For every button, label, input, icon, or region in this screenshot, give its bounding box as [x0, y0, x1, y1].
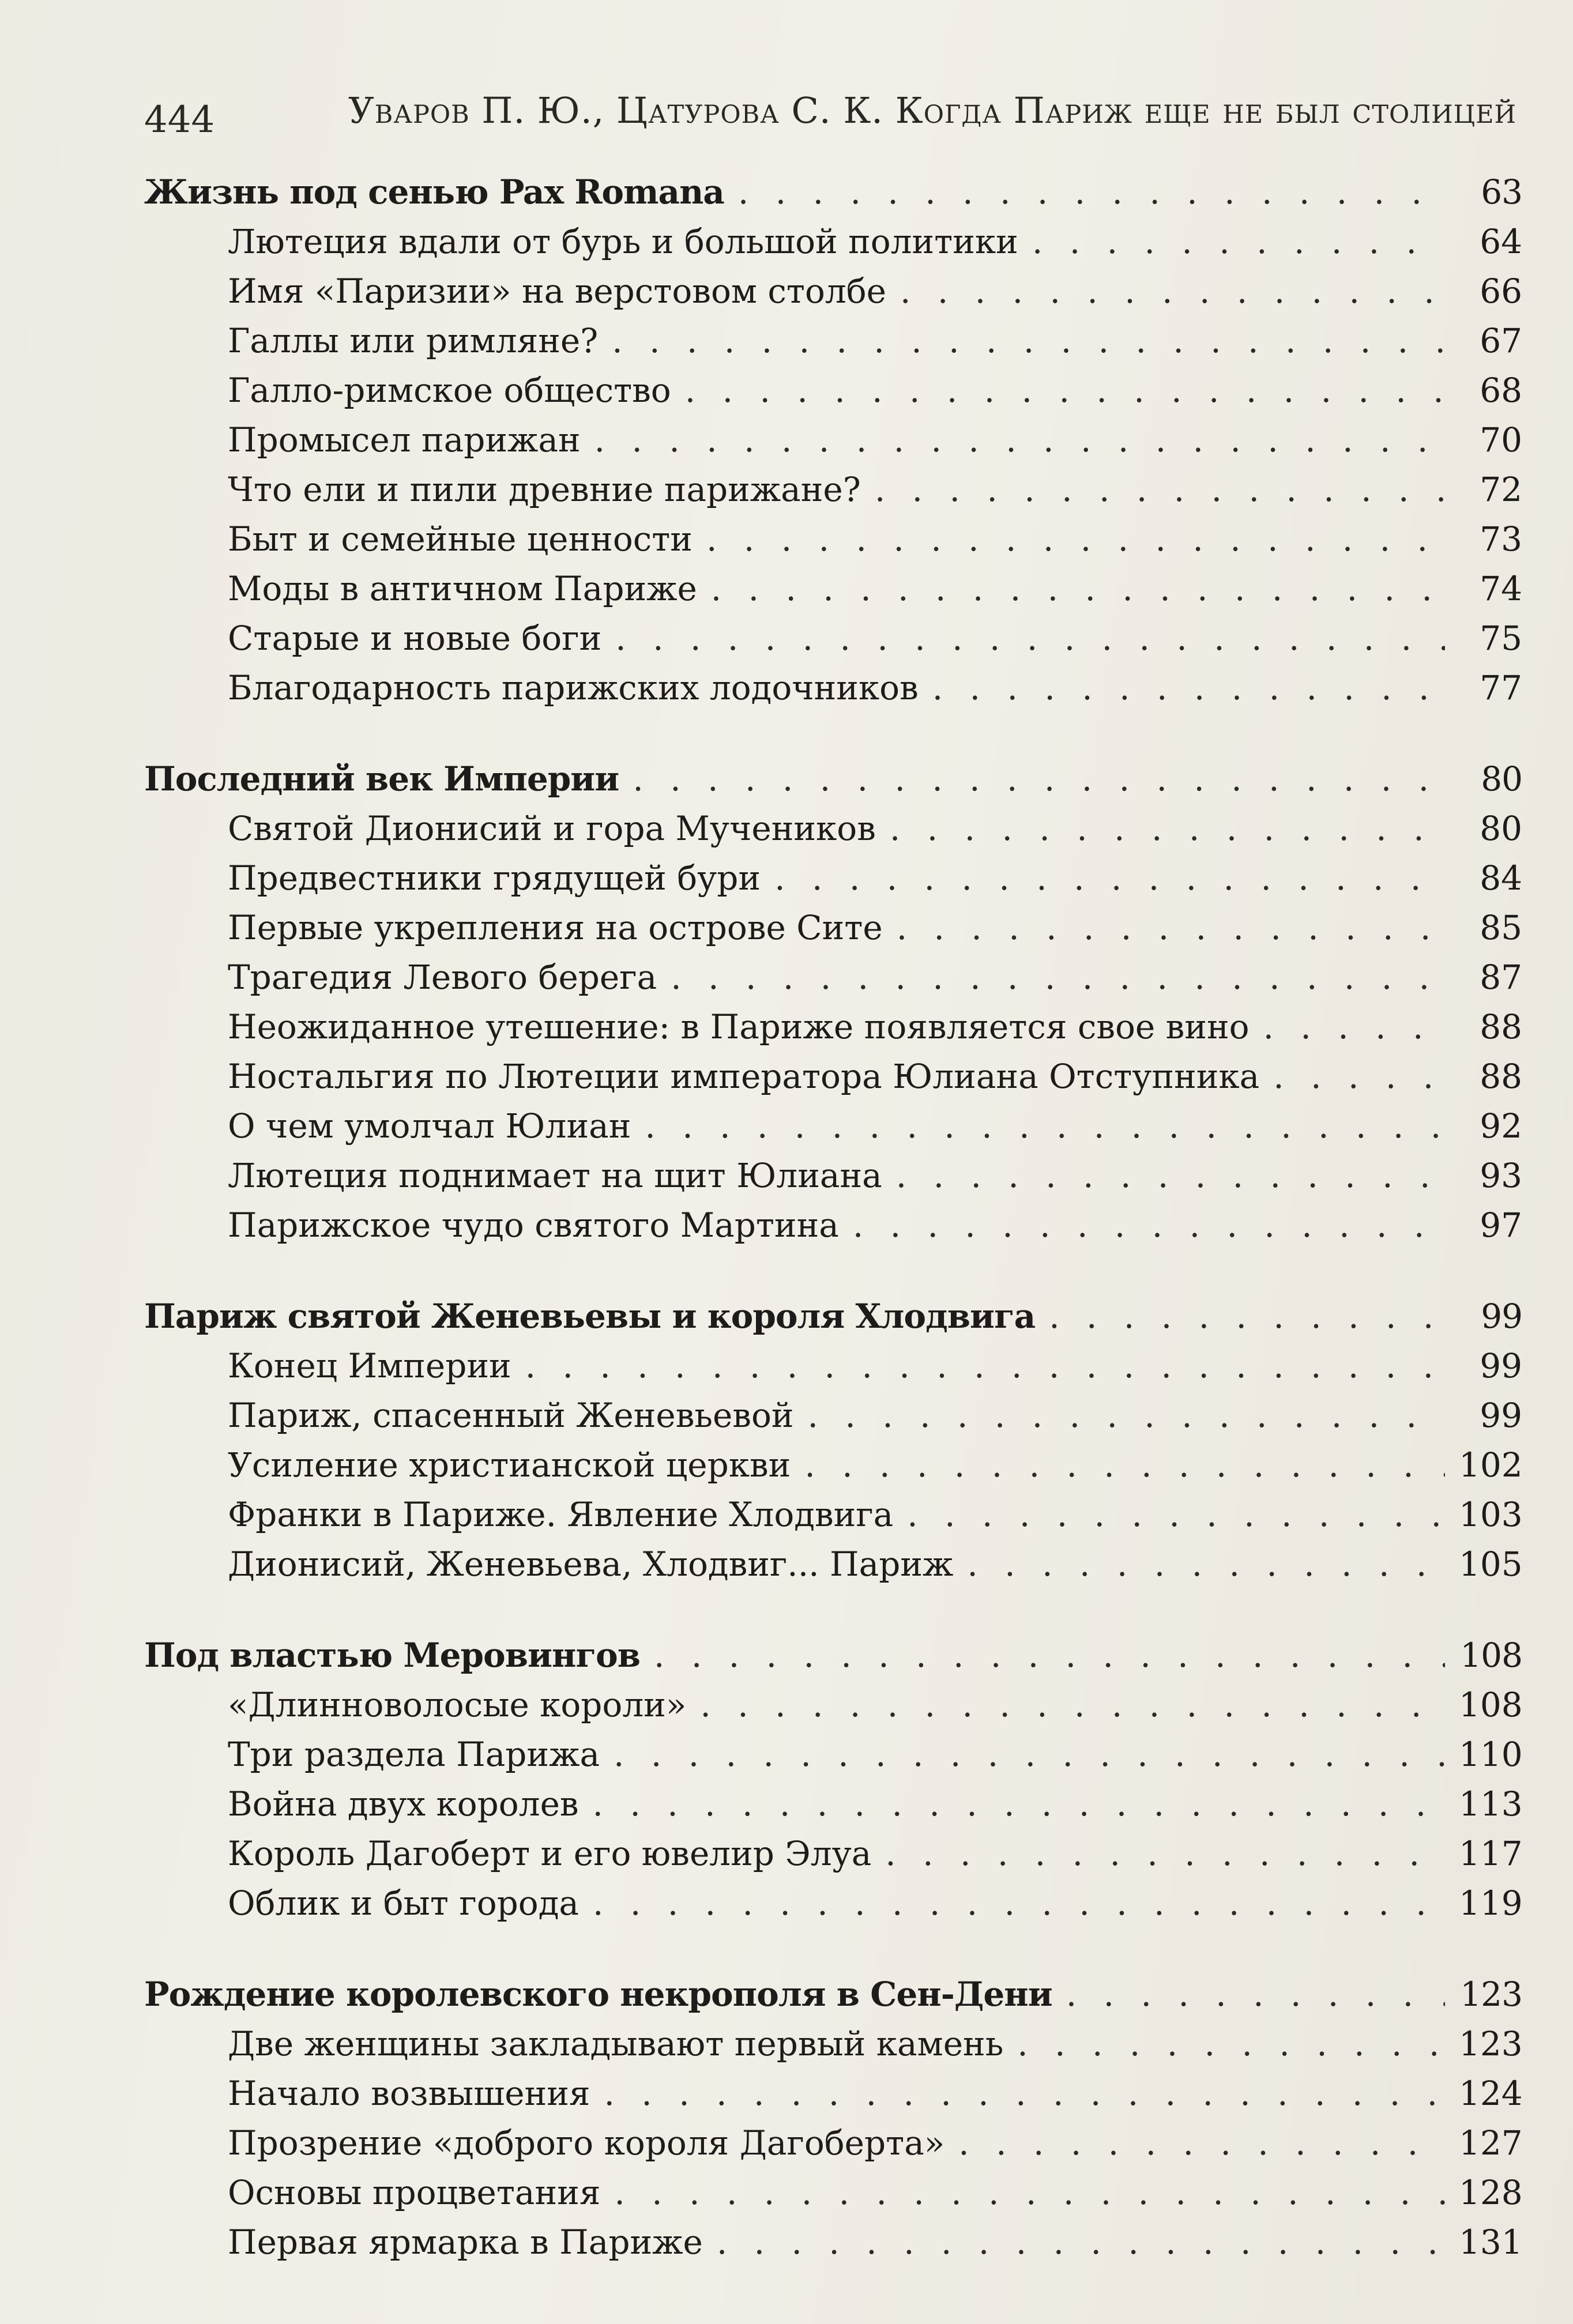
chapter-heading	[144, 1630, 1522, 1680]
dot-leader	[1066, 1969, 1445, 2019]
dot-leader	[907, 1490, 1445, 1539]
entry-page-number: 92	[1480, 1106, 1522, 1146]
chapter-heading	[144, 1291, 1522, 1341]
entry-page-number: 75	[1480, 619, 1522, 658]
dot-leader	[593, 1779, 1445, 1829]
entry-title: Парижское чудо святого Мартина	[228, 1206, 839, 1245]
chapter-heading	[144, 167, 1522, 217]
chapter-heading	[144, 754, 1522, 804]
entry-page-number: 88	[1480, 1057, 1522, 1096]
entry-page-number: 99	[1480, 1396, 1522, 1435]
toc-item	[144, 415, 1522, 465]
entry-page-number: 128	[1459, 2173, 1523, 2212]
toc-item	[144, 564, 1522, 613]
entry-page-number: 108	[1459, 1685, 1523, 1724]
dot-leader	[700, 1680, 1445, 1730]
dot-leader	[1049, 1291, 1445, 1341]
entry-title: Париж, спасенный Женевьевой	[228, 1396, 794, 1435]
entry-title: Моды в античном Париже	[228, 569, 697, 608]
toc-item	[144, 1440, 1522, 1490]
toc-item	[144, 1151, 1522, 1200]
entry-title: Имя «Паризии» на верстовом столбе	[228, 272, 886, 311]
toc-item	[144, 217, 1522, 266]
toc-item	[144, 1878, 1522, 1928]
entry-title: Три раздела Парижа	[228, 1735, 600, 1774]
entry-page-number: 88	[1480, 1007, 1522, 1046]
entry-page-number: 113	[1459, 1784, 1523, 1824]
dot-leader	[654, 1630, 1445, 1680]
toc-item	[144, 1101, 1522, 1151]
entry-page-number: 102	[1459, 1445, 1523, 1485]
table-of-contents	[144, 167, 1522, 2308]
dot-leader	[594, 415, 1445, 465]
toc-item	[144, 1829, 1522, 1878]
entry-title: Старые и новые боги	[228, 619, 602, 658]
toc-item	[144, 266, 1522, 316]
entry-page-number: 66	[1480, 272, 1522, 311]
dot-leader	[1273, 1052, 1445, 1101]
toc-item	[144, 1391, 1522, 1440]
toc-item	[144, 2168, 1522, 2217]
entry-page-number: 84	[1480, 858, 1522, 898]
dot-leader	[633, 754, 1445, 804]
dot-leader	[706, 514, 1445, 564]
entry-title: Промысел парижан	[228, 420, 581, 459]
entry-page-number: 72	[1480, 470, 1522, 509]
dot-leader	[612, 316, 1445, 366]
entry-title: Галло-римское общество	[228, 371, 671, 410]
entry-page-number: 117	[1459, 1834, 1523, 1873]
dot-leader	[614, 1730, 1445, 1779]
toc-item	[144, 804, 1522, 853]
entry-page-number: 73	[1480, 519, 1522, 559]
toc-item	[144, 1002, 1522, 1052]
entry-title: Благодарность парижских лодочников	[228, 668, 919, 707]
entry-page-number: 123	[1459, 2024, 1523, 2063]
dot-leader	[604, 2069, 1445, 2118]
page-number: 444	[144, 99, 215, 141]
dot-leader	[738, 167, 1445, 217]
entry-title: Жизнь под сенью Pax Romana	[144, 172, 724, 212]
toc-item	[144, 1539, 1522, 1589]
entry-page-number: 68	[1480, 371, 1522, 410]
chapter-heading	[144, 1969, 1522, 2019]
entry-title: Галлы или римляне?	[228, 321, 599, 360]
entry-title: Начало возвышения	[228, 2074, 590, 2113]
entry-title: Лютеция поднимает на щит Юлиана	[228, 1156, 882, 1195]
toc-item	[144, 465, 1522, 514]
toc-item	[144, 1730, 1522, 1779]
dot-leader	[1017, 2019, 1445, 2069]
entry-page-number: 97	[1480, 1206, 1522, 1245]
toc-item	[144, 316, 1522, 366]
toc-item	[144, 366, 1522, 415]
dot-leader	[671, 952, 1445, 1002]
toc-item	[144, 613, 1522, 663]
entry-title: Облик и быт города	[228, 1884, 579, 1923]
dot-leader	[645, 1101, 1445, 1151]
entry-page-number: 103	[1459, 1495, 1523, 1534]
toc-item	[144, 1052, 1522, 1101]
toc-item	[144, 1490, 1522, 1539]
toc-item	[144, 2069, 1522, 2118]
dot-leader	[525, 1341, 1445, 1391]
entry-title: Предвестники грядущей бури	[228, 858, 761, 898]
dot-leader	[932, 663, 1445, 713]
entry-title: Основы процветания	[228, 2173, 601, 2212]
toc-item	[144, 2217, 1522, 2267]
entry-title: Что ели и пили древние парижане?	[228, 470, 861, 509]
entry-title: Ностальгия по Лютеции императора Юлиана Отступника	[228, 1057, 1260, 1096]
toc-item	[144, 952, 1522, 1002]
toc-item	[144, 853, 1522, 903]
toc-item	[144, 2118, 1522, 2168]
entry-title: Две женщины закладывают первый камень	[228, 2024, 1004, 2063]
dot-leader	[808, 1391, 1445, 1440]
entry-title: Первая ярмарка в Париже	[228, 2223, 703, 2262]
toc-section	[144, 1969, 1522, 2267]
entry-page-number: 87	[1480, 958, 1522, 997]
toc-item	[144, 1779, 1522, 1829]
entry-page-number: 119	[1459, 1884, 1523, 1923]
toc-item	[144, 1341, 1522, 1391]
entry-page-number: 80	[1480, 809, 1522, 848]
running-head: Уваров П. Ю., Цатурова С. К. Когда Париж еще не был столицей	[348, 89, 1516, 131]
entry-title: Первые укрепления на острове Сите	[228, 908, 883, 947]
entry-page-number: 123	[1460, 1975, 1522, 2014]
entry-page-number: 67	[1480, 321, 1522, 360]
entry-page-number: 105	[1459, 1545, 1523, 1584]
entry-title: Король Дагоберт и его ювелир Элуа	[228, 1834, 872, 1873]
dot-leader	[897, 903, 1445, 952]
toc-section	[144, 1630, 1522, 1928]
entry-title: Лютеция вдали от бурь и большой политики	[228, 222, 1018, 261]
entry-title: О чем умолчал Юлиан	[228, 1106, 631, 1146]
entry-page-number: 124	[1459, 2074, 1523, 2113]
entry-title: Усиление христианской церкви	[228, 1445, 791, 1485]
entry-page-number: 64	[1480, 222, 1522, 261]
toc-item	[144, 663, 1522, 713]
entry-page-number: 131	[1459, 2223, 1523, 2262]
entry-title: «Длинноволосые короли»	[228, 1685, 687, 1724]
entry-page-number: 93	[1480, 1156, 1522, 1195]
dot-leader	[1032, 217, 1445, 266]
entry-page-number: 63	[1481, 172, 1522, 212]
entry-title: Прозрение «доброго короля Дагоберта»	[228, 2123, 945, 2163]
entry-title: Под властью Меровингов	[144, 1636, 641, 1675]
dot-leader	[614, 2168, 1445, 2217]
dot-leader	[853, 1200, 1445, 1250]
dot-leader	[900, 266, 1445, 316]
entry-page-number: 80	[1481, 759, 1522, 798]
entry-title: Дионисий, Женевьева, Хлодвиг... Париж	[228, 1545, 954, 1584]
entry-page-number: 108	[1460, 1636, 1522, 1675]
entry-title: Париж святой Женевьевы и короля Хлодвига	[144, 1297, 1036, 1336]
entry-page-number: 127	[1459, 2123, 1523, 2163]
toc-item	[144, 514, 1522, 564]
entry-page-number: 74	[1480, 569, 1522, 608]
toc-section	[144, 1291, 1522, 1589]
entry-title: Неожиданное утешение: в Париже появляется свое вино	[228, 1007, 1250, 1046]
toc-item	[144, 1200, 1522, 1250]
dot-leader	[804, 1440, 1445, 1490]
toc-item	[144, 2019, 1522, 2069]
toc-section	[144, 754, 1522, 1250]
dot-leader	[711, 564, 1445, 613]
entry-page-number: 99	[1480, 1346, 1522, 1385]
toc-item	[144, 1680, 1522, 1730]
entry-page-number: 70	[1480, 420, 1522, 459]
entry-page-number: 85	[1480, 908, 1522, 947]
entry-page-number: 77	[1480, 668, 1522, 707]
entry-title: Война двух королев	[228, 1784, 579, 1824]
entry-page-number: 110	[1459, 1735, 1523, 1774]
dot-leader	[967, 1539, 1445, 1589]
dot-leader	[774, 853, 1445, 903]
dot-leader	[885, 1829, 1445, 1878]
entry-title: Франки в Париже. Явление Хлодвига	[228, 1495, 894, 1534]
entry-title: Быт и семейные ценности	[228, 519, 693, 559]
dot-leader	[875, 465, 1445, 514]
dot-leader	[593, 1878, 1445, 1928]
entry-title: Святой Дионисий и гора Мучеников	[228, 809, 876, 848]
toc-item	[144, 903, 1522, 952]
toc-section	[144, 167, 1522, 713]
dot-leader	[615, 613, 1445, 663]
entry-title: Трагедия Левого берега	[228, 958, 657, 997]
dot-leader	[896, 1151, 1445, 1200]
entry-title: Конец Империи	[228, 1346, 511, 1385]
dot-leader	[685, 366, 1445, 415]
dot-leader	[958, 2118, 1445, 2168]
entry-page-number: 99	[1481, 1297, 1522, 1336]
dot-leader	[890, 804, 1445, 853]
entry-title: Последний век Империи	[144, 759, 619, 798]
dot-leader	[717, 2217, 1445, 2267]
dot-leader	[1263, 1002, 1445, 1052]
entry-title: Рождение королевского некрополя в Сен-Дени	[144, 1975, 1052, 2014]
